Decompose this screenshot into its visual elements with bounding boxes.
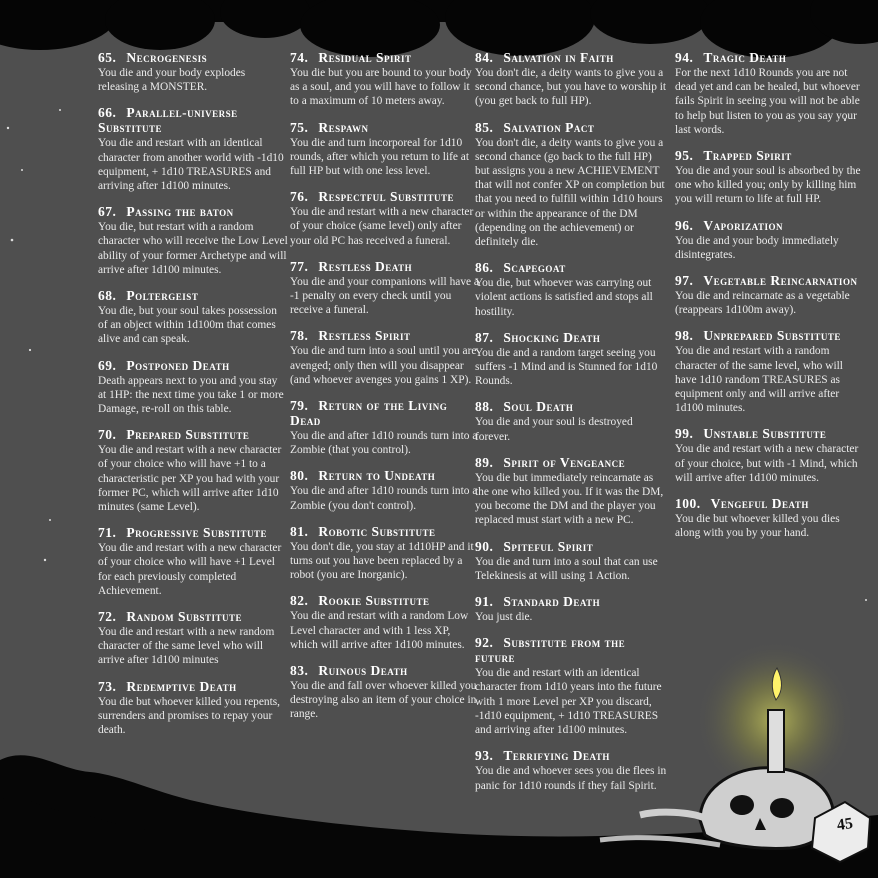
column-1 [98, 50, 288, 748]
table-entry [98, 50, 288, 94]
entry-description: Death appears next to you and you stay at 1HP: the next time you take 1 or more Damage, re-roll on this table. [98, 374, 284, 416]
entry-title: Robotic Substitute [318, 523, 436, 539]
entry-title: Unprepared Substitute [703, 328, 841, 344]
entry-description: You die and after 1d10 rounds turn into a Zombie (that you control). [290, 430, 478, 457]
entry-description: You don't die, a deity wants to give you a second chance (go back to the full HP) but assigns you a new ACHIEVEMENT that will not confer XP on completion but that you need to fulfill within 1d10 hours or within the appearance of the DM (depending on the achievement) or definitely die. [475, 136, 665, 249]
table-entry [475, 594, 667, 624]
entry-title: Standard Death [503, 594, 601, 610]
entry-description: You die and restart with a new character of your choice who will have +1 to a characteristic per XP you had with your former PC, which will arrive after 1d10 minutes (same Level). [98, 444, 282, 514]
entry-number: 68. [98, 288, 117, 304]
entry-title: Postponed Death [126, 357, 230, 373]
entry-description: You die and restart with a new random character of the same level who will arrive after 1d100 minutes [98, 626, 275, 667]
entry-description: You just die. [475, 611, 533, 624]
entry-description: You die and your soul is destroyed forever. [475, 416, 633, 443]
table-entry [475, 330, 667, 389]
entry-title: Necrogenesis [126, 50, 208, 65]
entry-title: Passing the baton [126, 204, 234, 220]
entry-number: 83. [290, 663, 309, 679]
entry-number: 70. [98, 427, 117, 443]
table-entry [675, 148, 867, 207]
table-entry [98, 525, 288, 598]
entry-number: 91. [475, 594, 494, 610]
entry-number: 69. [98, 357, 117, 373]
table-entry [475, 539, 667, 583]
entry-number: 99. [675, 426, 694, 442]
entry-title: Prepared Substitute [126, 427, 250, 443]
entry-description: You die and your body immediately disintegrates. [675, 234, 839, 261]
table-entry [290, 593, 480, 652]
table-entry [290, 50, 480, 109]
entry-description: You die but whoever killed you dies along with you by your hand. [675, 513, 840, 540]
entry-number: 81. [290, 523, 309, 539]
entry-number: 100. [675, 496, 701, 512]
entry-number: 93. [475, 748, 494, 764]
entry-number: 75. [290, 119, 309, 135]
entry-title: Spirit of Vengeance [503, 454, 626, 470]
table-entry [290, 259, 480, 318]
table-entry [290, 328, 480, 387]
entry-title: Vengeful Death [710, 496, 809, 512]
entry-description: You die and your soul is absorbed by the one who killed you; only by killing him you will return to life at full HP. [675, 165, 861, 206]
table-entry [290, 468, 480, 512]
entry-number: 87. [475, 329, 494, 345]
entry-title: Return of the Living Dead [290, 398, 448, 429]
entry-number: 92. [475, 635, 494, 651]
entry-number: 78. [290, 328, 309, 344]
entry-title: Spiteful Spirit [503, 538, 594, 554]
entry-number: 97. [675, 273, 694, 289]
table-entry [98, 679, 288, 738]
table-entry [98, 204, 288, 277]
table-entry [290, 398, 480, 457]
entry-title: Salvation Pact [503, 119, 595, 135]
entry-description: You die and restart with an identical character from 1d10 years into the future with 1 more Level per XP you discard, -1d10 equipment, + 1d10 TREASURES and arriving after 1d100 minutes. [475, 667, 662, 737]
entry-number: 84. [475, 50, 494, 65]
entry-description: You die and restart with an identical character from another world with -1d10 equipment, + 1d10 TREASURES and arriving after 1d100 minutes. [98, 137, 284, 193]
entry-title: Residual Spirit [318, 50, 412, 65]
entry-number: 88. [475, 399, 494, 415]
entry-title: Rookie Substitute [318, 593, 430, 609]
entry-title: Tragic Death [703, 50, 787, 65]
table-entry [675, 218, 867, 262]
entry-number: 73. [98, 678, 117, 694]
entry-title: Terrifying Death [503, 748, 610, 764]
entry-description: You die but whoever killed you repents, surrenders and promises to repay your death. [98, 695, 281, 737]
entry-description: You die, but your soul takes possession of an object within 1d100m that comes alive and can speak. [98, 305, 277, 346]
entry-number: 71. [98, 525, 117, 541]
entry-title: Restless Death [318, 258, 413, 274]
table-entry [675, 50, 867, 137]
table-entry [98, 105, 288, 193]
entry-description: You don't die, a deity wants to give you a second chance, but you have to worship it (you get back to full HP). [475, 67, 667, 108]
entry-number: 95. [675, 148, 694, 164]
entry-description: You die and whoever sees you die flees in panic for 1d10 rounds if they fail Spirit. [475, 765, 667, 792]
entry-number: 96. [675, 217, 694, 233]
entry-number: 76. [290, 189, 309, 205]
entry-title: Scapegoat [503, 260, 566, 276]
table-entry [475, 120, 667, 250]
table-entry [675, 273, 867, 317]
table-entry [290, 189, 480, 248]
entry-title: Restless Spirit [318, 328, 411, 344]
entry-title: Vaporization [703, 217, 783, 233]
entry-description: You die and restart with a random character of the same level, who will have 1d10 random TREASURES as equipment only and will arrive after 1d100 minutes. [675, 345, 843, 415]
entry-number: 89. [475, 454, 494, 470]
entry-number: 86. [475, 260, 494, 276]
table-entry [475, 399, 667, 443]
entry-description: You die and fall over whoever killed you destroying also an item of your choice in range. [290, 680, 477, 721]
table-entry [98, 288, 288, 347]
entry-number: 74. [290, 50, 309, 65]
entry-description: You die and restart with a new character of your choice (same level) only after your old PC has received a funeral. [290, 206, 474, 247]
entry-description: You die and reincarnate as a vegetable (reappears 1d100m away). [675, 290, 850, 317]
entry-number: 79. [290, 398, 309, 414]
table-entry [475, 50, 667, 109]
entry-title: Random Substitute [126, 609, 243, 625]
entry-title: Parallel-universe Substitute [98, 105, 238, 136]
entry-title: Redemptive Death [126, 678, 237, 694]
entry-number: 80. [290, 468, 309, 484]
entry-description: You die and turn incorporeal for 1d10 rounds, after which you return to life at full HP but with one less level. [290, 136, 470, 178]
entry-title: Poltergeist [126, 288, 199, 304]
entry-description: You die and your companions will have a -1 penalty on every check until you receive a funeral. [290, 275, 479, 317]
table-entry [475, 260, 667, 319]
entry-title: Substitute from the future [475, 635, 626, 666]
entry-description: You die and restart with a new character of your choice, but with -1 Mind, which will arrive after 1d100 minutes. [675, 443, 859, 484]
table-entry [98, 609, 288, 668]
entry-title: Vegetable Reincarnation [703, 273, 858, 289]
entry-description: You die, but restart with a random character who will receive the Low Level ability of your former Archetype and will arrive after 1d100 minutes. [98, 221, 288, 276]
entry-description: You die and after 1d10 rounds turn into a Zombie (you don't control). [290, 485, 478, 512]
entry-description: You die but you are bound to your body as a soul, and you will have to follow it to a maximum of 10 meters away. [290, 67, 472, 108]
entry-number: 98. [675, 328, 694, 344]
entry-title: Respectful Substitute [318, 189, 455, 205]
entry-title: Trapped Spirit [703, 148, 792, 164]
entry-number: 65. [98, 50, 117, 65]
entry-title: Soul Death [503, 399, 574, 415]
table-entry [475, 748, 667, 792]
table-entry [475, 635, 667, 737]
table-entry [98, 358, 288, 417]
entry-number: 67. [98, 204, 117, 220]
column-2 [290, 50, 480, 733]
table-entry [675, 426, 867, 485]
page-number: 45 [835, 814, 855, 835]
entry-title: Salvation in Faith [503, 50, 614, 65]
entry-number: 85. [475, 119, 494, 135]
table-entry [290, 524, 480, 583]
entry-number: 66. [98, 105, 117, 121]
entry-title: Unstable Substitute [703, 426, 827, 442]
entry-description: You die and a random target seeing you suffers -1 Mind and is Stunned for 1d10 Rounds. [475, 346, 658, 388]
entry-number: 72. [98, 609, 117, 625]
entry-description: You die, but whoever was carrying out violent actions is satisfied and stops all hostility. [475, 277, 653, 318]
table-entry [290, 663, 480, 722]
table-entry [675, 496, 867, 540]
entry-description: You die and restart with a random Low Level character and with 1 less XP, which will arrive after 1d100 minutes. [290, 610, 469, 651]
entry-title: Shocking Death [503, 329, 601, 345]
entry-number: 77. [290, 258, 309, 274]
table-entry [475, 455, 667, 528]
entry-number: 82. [290, 593, 309, 609]
entry-description: For the next 1d10 Rounds you are not dead yet and can be healed, but whoever fails Spirit in seeing you will not be able to help but listen to you as you say your last words. [675, 67, 860, 136]
entry-title: Return to Undeath [318, 468, 436, 484]
table-entry [290, 120, 480, 179]
entry-description: You die and your body explodes releasing a MONSTER. [98, 67, 246, 94]
entry-number: 90. [475, 538, 494, 554]
column-3 [475, 50, 667, 804]
entry-title: Respawn [318, 119, 369, 135]
column-4 [675, 50, 867, 551]
entry-description: You die and restart with a new character of your choice who will have +1 Level for each previously completed Achievement. [98, 542, 282, 597]
table-entry [98, 427, 288, 514]
table-entry [675, 328, 867, 415]
entry-number: 94. [675, 50, 694, 65]
entry-description: You don't die, you stay at 1d10HP and it turns out you have been replaced by a robot (you are Inorganic). [290, 540, 474, 582]
entry-description: You die but immediately reincarnate as the one who killed you. If it was the DM, you become the DM and the player you replaced must start with a new PC. [475, 471, 664, 527]
entry-title: Ruinous Death [318, 663, 408, 679]
entry-description: You die and turn into a soul until you are avenged; only then will you disappear (and whoever avenges you gains 1 XP). [290, 345, 477, 386]
entry-title: Progressive Substitute [126, 525, 268, 541]
entry-description: You die and turn into a soul that can use Telekinesis at will using 1 Action. [475, 555, 658, 582]
